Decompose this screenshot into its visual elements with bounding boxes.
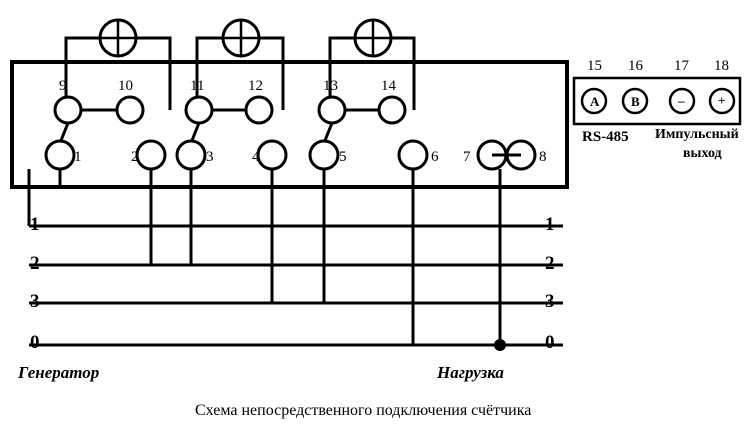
left-bus-label-0: 0 <box>30 332 40 353</box>
terminal-label-13: 13 <box>323 78 338 94</box>
left-bus-label-1: 1 <box>30 214 40 235</box>
pin-glyph-plus: + <box>718 93 726 108</box>
pin-glyph-b: B <box>631 94 640 109</box>
terminal-10 <box>117 97 143 123</box>
left-bus-label-2: 2 <box>30 253 40 274</box>
terminal-label-5: 5 <box>339 149 347 165</box>
right-bus-label-2: 2 <box>545 253 555 274</box>
terminal-label-1: 1 <box>74 149 82 165</box>
right-bus-label-3: 3 <box>545 291 555 312</box>
terminal-13 <box>319 97 345 123</box>
diagram-caption: Схема непосредственного подключения счётчика <box>195 402 532 419</box>
left-bus-label-3: 3 <box>30 291 40 312</box>
terminal-14 <box>379 97 405 123</box>
terminal-label-16: 16 <box>628 58 643 74</box>
terminal-label-15: 15 <box>587 58 602 74</box>
pin-glyph-minus: – <box>678 93 685 108</box>
terminal-label-8: 8 <box>539 149 547 165</box>
terminal-3 <box>177 141 205 169</box>
terminal-2 <box>137 141 165 169</box>
terminal-5 <box>310 141 338 169</box>
terminal-1 <box>46 141 74 169</box>
load-label: Нагрузка <box>437 363 504 382</box>
right-bus-label-1: 1 <box>545 214 555 235</box>
right-bus-label-0: 0 <box>545 332 555 353</box>
terminal-label-18: 18 <box>714 58 729 74</box>
generator-label: Генератор <box>18 363 100 382</box>
terminal-label-9: 9 <box>59 78 67 94</box>
pulse-output-label-line2: выход <box>683 146 722 161</box>
pulse-output-label-line1: Импульсный <box>655 127 739 142</box>
meter-body <box>12 62 567 187</box>
terminal-label-2: 2 <box>131 149 139 165</box>
neutral-junction-dot <box>494 339 506 351</box>
terminal-label-4: 4 <box>252 149 260 165</box>
terminal-6 <box>399 141 427 169</box>
terminal-label-6: 6 <box>431 149 439 165</box>
terminal-label-14: 14 <box>381 78 396 94</box>
terminal-label-17: 17 <box>674 58 689 74</box>
terminal-4 <box>258 141 286 169</box>
pin-glyph-a: A <box>590 94 600 109</box>
terminal-label-12: 12 <box>248 78 263 94</box>
terminal-9 <box>55 97 81 123</box>
rs485-label: RS-485 <box>582 129 629 145</box>
terminal-label-11: 11 <box>190 78 205 94</box>
terminal-11 <box>186 97 212 123</box>
terminal-label-3: 3 <box>206 149 214 165</box>
terminal-label-10: 10 <box>118 78 133 94</box>
terminal-12 <box>246 97 272 123</box>
terminal-label-7: 7 <box>463 149 471 165</box>
